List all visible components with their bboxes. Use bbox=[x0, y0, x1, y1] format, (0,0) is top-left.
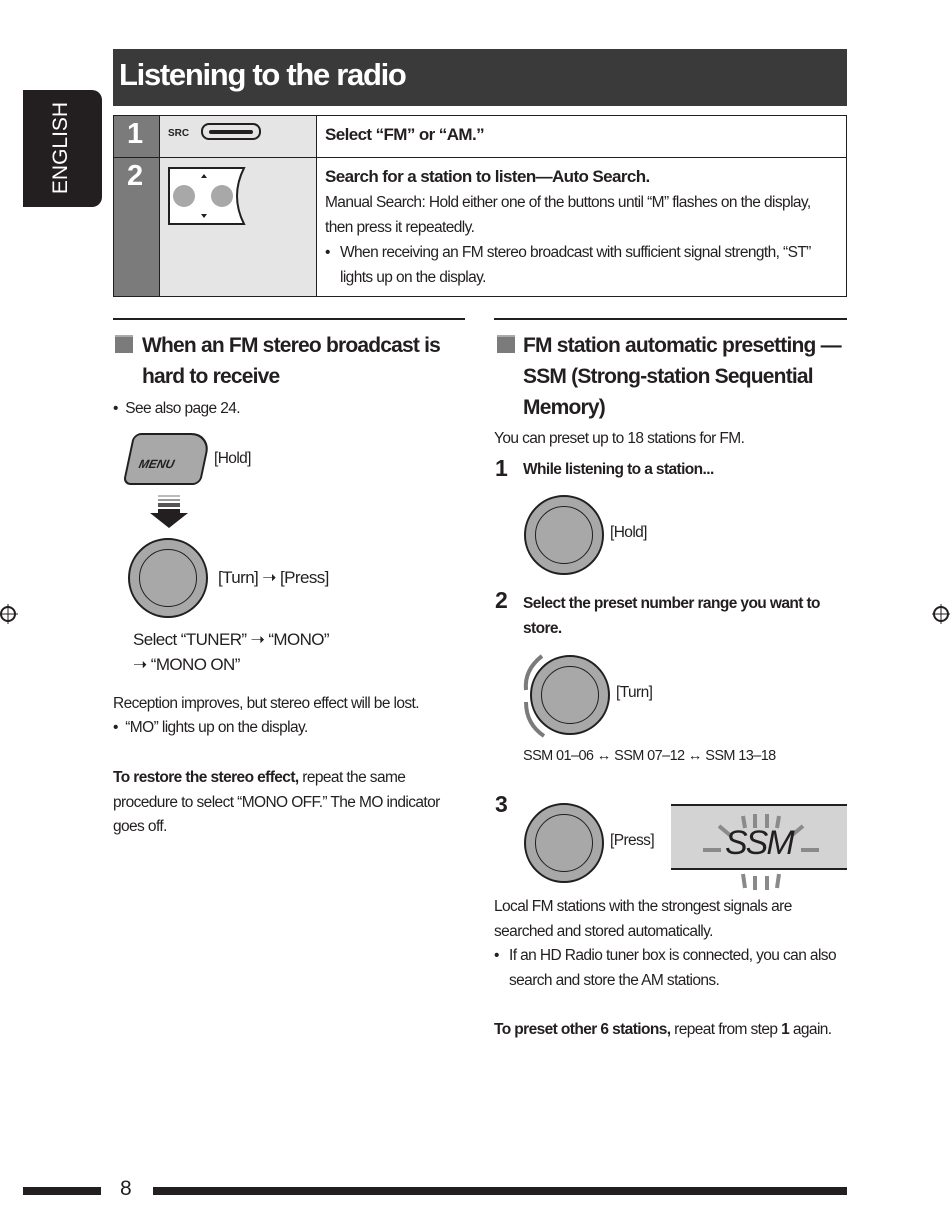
src-illustration bbox=[160, 116, 317, 158]
step-row bbox=[114, 116, 847, 158]
section-heading: FM station automatic presetting —SSM (Strong-station Sequential Memory) bbox=[523, 334, 841, 419]
see-also-text: See also page 24. bbox=[125, 400, 241, 417]
step-heading: Select “FM” or “AM.” bbox=[325, 125, 484, 144]
bullet-text: “MO” lights up on the display. bbox=[125, 719, 308, 736]
page-title: Listening to the radio bbox=[113, 49, 847, 106]
step-text: While listening to a station... bbox=[523, 461, 714, 478]
result-text: Local FM stations with the strongest signals are searched and stored automatically. bbox=[494, 898, 792, 940]
turn-press-label: [Turn] ➝ [Press] bbox=[218, 568, 329, 587]
step-number: 2 bbox=[114, 158, 160, 297]
intro-text: You can preset up to 18 stations for FM. bbox=[494, 430, 745, 447]
src-label: SRC bbox=[168, 128, 190, 139]
hold-label: [Hold] bbox=[214, 450, 251, 467]
bullet-text: When receiving an FM stereo broadcast with sufficient signal strength, “ST” lights up on the display. bbox=[340, 244, 811, 286]
registration-mark-icon bbox=[0, 603, 20, 625]
press-label: [Press] bbox=[610, 832, 655, 849]
down-arrow-icon bbox=[148, 495, 190, 529]
footer-bar bbox=[23, 1187, 101, 1195]
section-marker-icon bbox=[115, 335, 133, 353]
language-tab bbox=[23, 90, 102, 207]
step-number: 1 bbox=[114, 116, 160, 158]
bullet: • See also page 24. bbox=[113, 400, 241, 417]
menu-path-line: ➝ “MONO ON” bbox=[133, 655, 240, 674]
preset-paragraph bbox=[494, 1018, 854, 1043]
bullet: • When receiving an FM stereo broadcast with sufficient signal strength, “ST” lights up on the display. bbox=[325, 244, 811, 286]
reception-text: Reception improves, but stereo effect will be lost. bbox=[113, 695, 419, 712]
display-text: SSM bbox=[725, 824, 793, 862]
seek-buttons-illustration bbox=[160, 158, 317, 297]
bullet: • “MO” lights up on the display. bbox=[113, 719, 308, 736]
restore-bold: To restore the stereo effect, bbox=[113, 769, 299, 786]
step-number: 1 bbox=[495, 455, 508, 481]
menu-button-icon bbox=[122, 433, 211, 485]
control-dial-icon bbox=[530, 655, 610, 735]
divider bbox=[113, 318, 465, 320]
control-dial-icon bbox=[524, 803, 604, 883]
language-label: ENGLISH bbox=[49, 101, 72, 195]
menu-label: MENU bbox=[137, 457, 176, 471]
step-body: Manual Search: Hold either one of the buttons until “M” flashes on the display, then press it repeatedly. bbox=[325, 194, 811, 236]
seek-buttons-icon bbox=[166, 166, 246, 226]
step-text: Select the preset number range you want to store. bbox=[523, 595, 820, 637]
registration-mark-icon bbox=[930, 603, 950, 625]
src-button-icon bbox=[201, 123, 261, 140]
hold-label: [Hold] bbox=[610, 524, 647, 541]
section-heading: When an FM stereo broadcast is hard to receive bbox=[142, 334, 441, 388]
ssm-display bbox=[671, 804, 847, 870]
turn-label: [Turn] bbox=[616, 684, 653, 701]
steps-table bbox=[113, 115, 847, 297]
step-heading: Search for a station to listen—Auto Search. bbox=[325, 167, 650, 186]
preset-text: repeat from step bbox=[670, 1021, 782, 1038]
preset-step: 1 bbox=[781, 1021, 790, 1038]
page-number: 8 bbox=[120, 1177, 132, 1200]
preset-end: again. bbox=[789, 1021, 832, 1038]
step-number: 3 bbox=[495, 791, 508, 817]
preset-bold: To preset other 6 stations, bbox=[494, 1021, 671, 1038]
step-number: 2 bbox=[495, 587, 508, 613]
section-marker-icon bbox=[497, 335, 515, 353]
menu-path-line: Select “TUNER” ➝ “MONO” bbox=[133, 630, 329, 649]
bullet: • If an HD Radio tuner box is connected, you can also search and store the AM stations. bbox=[494, 947, 836, 989]
control-dial-icon bbox=[524, 495, 604, 575]
step-row bbox=[114, 158, 847, 297]
divider bbox=[494, 318, 847, 320]
restore-text: repeat the same procedure to select “MONO OFF.” The MO indicator goes off. bbox=[113, 769, 440, 835]
restore-paragraph bbox=[113, 766, 468, 840]
footer-bar bbox=[153, 1187, 847, 1195]
bullet-text: If an HD Radio tuner box is connected, you can also search and store the AM stations. bbox=[509, 947, 836, 989]
control-dial-icon bbox=[128, 538, 208, 618]
ssm-range-text: SSM 01–06 ↔ SSM 07–12 ↔ SSM 13–18 bbox=[523, 748, 776, 764]
